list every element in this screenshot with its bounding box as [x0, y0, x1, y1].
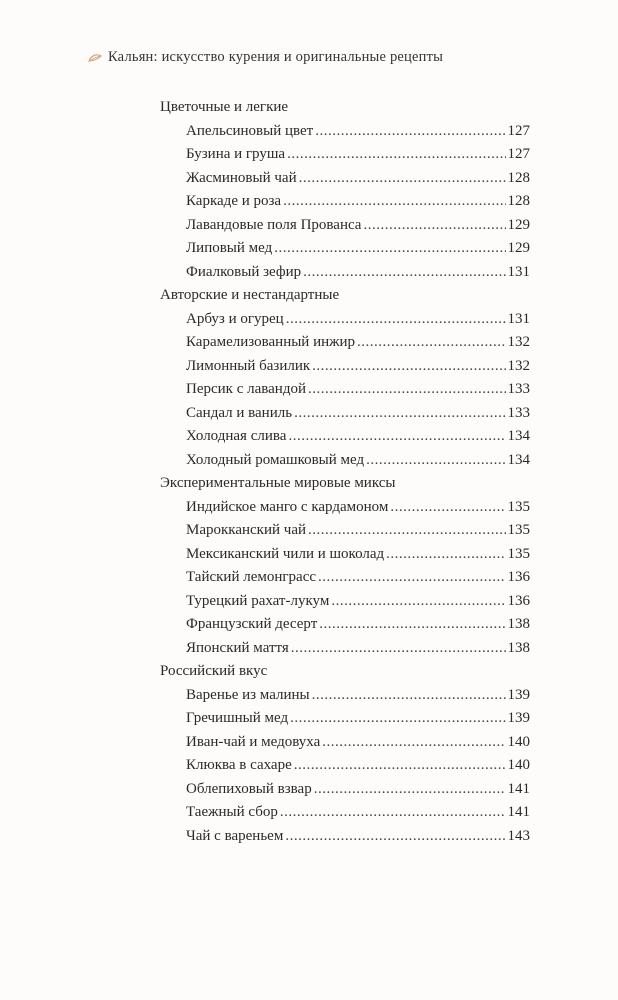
dot-leader — [390, 496, 505, 520]
toc-entry-title: Бузина и груша — [186, 146, 286, 162]
dot-leader — [294, 402, 505, 426]
running-header-title: Кальян: искусство курения и оригинальные рецепты — [108, 49, 444, 65]
toc-entry-title: Апельсиновый цвет — [186, 122, 314, 139]
toc-entry-page-number: 131 — [507, 263, 530, 280]
toc-entry-page-number: 138 — [507, 639, 530, 656]
section-title: Экспериментальные мировые миксы — [160, 475, 396, 491]
toc-entry-title: Арбуз и огурец — [186, 310, 284, 327]
dot-leader — [274, 237, 505, 261]
running-header — [88, 49, 443, 66]
toc-entry-page-number: 133 — [507, 404, 530, 421]
toc-entry[interactable] — [186, 331, 530, 355]
toc-entry[interactable] — [186, 167, 530, 191]
dot-leader — [290, 707, 505, 731]
dot-leader — [287, 143, 505, 167]
toc-entry-page-number: 135 — [507, 545, 530, 562]
toc-entry-page-number: 132 — [507, 334, 530, 350]
toc-entry-title: Тайский лемонграсс — [186, 569, 317, 585]
toc-entry-page-number: 136 — [507, 569, 530, 585]
dot-leader — [285, 825, 505, 849]
dot-leader — [357, 331, 505, 355]
dot-leader — [283, 190, 505, 214]
toc-entry-title: Французский десерт — [186, 616, 318, 632]
toc-entry-page-number: 128 — [507, 169, 530, 186]
toc-entry-title: Липовый мед — [186, 240, 273, 256]
dot-leader — [315, 120, 505, 144]
toc-entry-page-number: 141 — [507, 804, 530, 820]
section-title: Цветочные и легкие — [160, 99, 289, 115]
toc-entry[interactable] — [186, 754, 530, 778]
toc-entry-page-number: 135 — [507, 522, 530, 538]
toc-entry-page-number: 131 — [507, 310, 530, 327]
toc-entry-page-number: 129 — [507, 240, 530, 256]
dot-leader — [386, 543, 505, 567]
toc-entry-page-number: 141 — [507, 780, 530, 797]
toc-entry-title: Холодный ромашковый мед — [186, 451, 365, 468]
toc-entry[interactable] — [186, 402, 530, 426]
dot-leader — [286, 308, 506, 332]
toc-entry[interactable] — [186, 801, 530, 825]
dot-leader — [308, 519, 505, 543]
dot-leader — [331, 590, 505, 614]
toc-entry-page-number: 135 — [507, 498, 530, 515]
toc-entry[interactable] — [186, 566, 530, 590]
toc-entry[interactable] — [186, 707, 530, 731]
toc-entry[interactable] — [186, 355, 530, 379]
toc-entry[interactable] — [186, 449, 530, 473]
dot-leader — [299, 167, 506, 191]
toc-entry-title: Лавандовые поля Прованса — [186, 216, 362, 233]
toc-entry[interactable] — [186, 637, 530, 661]
dot-leader — [314, 778, 506, 802]
toc-entry[interactable] — [186, 496, 530, 520]
toc-entry-page-number: 127 — [507, 122, 530, 139]
toc-entry-title: Жасминовый чай — [186, 169, 297, 186]
toc-entry-title: Каркаде и роза — [186, 193, 282, 209]
dot-leader — [318, 566, 505, 590]
toc-entry-page-number: 139 — [507, 686, 530, 703]
dot-leader — [312, 684, 506, 708]
toc-entry[interactable] — [186, 543, 530, 567]
toc-entry[interactable] — [186, 308, 530, 332]
toc-entry-page-number: 143 — [507, 827, 530, 844]
dot-leader — [322, 731, 505, 755]
toc-entry[interactable] — [186, 120, 530, 144]
toc-entry[interactable] — [186, 214, 530, 238]
toc-entry-page-number: 140 — [507, 757, 530, 773]
toc-entry[interactable] — [186, 143, 530, 167]
toc-entry[interactable] — [186, 778, 530, 802]
dot-leader — [280, 801, 506, 825]
dot-leader — [319, 613, 505, 637]
dot-leader — [294, 754, 506, 778]
toc-entry[interactable] — [186, 825, 530, 849]
toc-entry[interactable] — [186, 613, 530, 637]
toc-entry-title: Сандал и ваниль — [186, 404, 293, 421]
toc-entry-title: Варенье из малины — [186, 686, 310, 703]
toc-entry-title: Клюква в сахаре — [186, 757, 292, 773]
toc-entry[interactable] — [186, 378, 530, 402]
dot-leader — [288, 425, 505, 449]
toc-entry[interactable] — [186, 190, 530, 214]
section-title: Российский вкус — [160, 663, 268, 679]
toc-entry-title: Облепиховый взвар — [186, 780, 312, 797]
toc-entry-title: Турецкий рахат-лукум — [186, 592, 330, 609]
toc-entry[interactable] — [186, 684, 530, 708]
toc-entry-title: Индийское манго с кардамоном — [186, 498, 389, 515]
toc-entry[interactable] — [186, 425, 530, 449]
toc-entry-page-number: 132 — [507, 357, 530, 374]
toc-entry-title: Мексиканский чили и шоколад — [186, 545, 385, 562]
toc-entry-title: Лимонный базилик — [186, 357, 311, 374]
toc-entry-page-number: 136 — [507, 592, 530, 609]
toc-entry-title: Карамелизованный инжир — [186, 334, 356, 350]
leaf-ornament-icon — [88, 53, 102, 63]
toc-entry-title: Иван-чай и медовуха — [186, 733, 321, 750]
toc-entry[interactable] — [186, 731, 530, 755]
toc-entry[interactable] — [186, 590, 530, 614]
toc-entry-page-number: 134 — [507, 451, 530, 468]
toc-entry-page-number: 129 — [507, 216, 530, 233]
toc-entry-page-number: 140 — [507, 733, 530, 750]
dot-leader — [291, 637, 506, 661]
dot-leader — [308, 378, 506, 402]
toc-entry[interactable] — [186, 519, 530, 543]
toc-entry-title: Персик с лавандой — [186, 381, 306, 397]
toc-entry[interactable] — [186, 237, 530, 261]
toc-entry-page-number: 127 — [507, 146, 530, 162]
dot-leader — [312, 355, 505, 379]
dot-leader — [363, 214, 505, 238]
toc-entry-page-number: 133 — [507, 381, 530, 397]
toc-entry[interactable] — [186, 261, 530, 285]
dot-leader — [303, 261, 505, 285]
section-title: Авторские и нестандартные — [160, 287, 340, 303]
toc-entry-title: Японский маття — [186, 639, 289, 656]
toc-entry-page-number: 134 — [507, 428, 530, 444]
toc-entry-page-number: 138 — [507, 616, 530, 632]
toc-entry-title: Марокканский чай — [186, 522, 307, 538]
toc-entry-title: Фиалковый зефир — [186, 263, 302, 280]
toc-entry-page-number: 139 — [507, 710, 530, 726]
toc-entry-title: Чай с вареньем — [186, 827, 284, 844]
toc-entry-title: Таежный сбор — [186, 804, 278, 820]
table-of-contents — [160, 96, 530, 848]
dot-leader — [366, 449, 505, 473]
toc-entry-title: Гречишный мед — [186, 710, 289, 726]
toc-entry-title: Холодная слива — [186, 428, 287, 444]
toc-entry-page-number: 128 — [507, 193, 530, 209]
